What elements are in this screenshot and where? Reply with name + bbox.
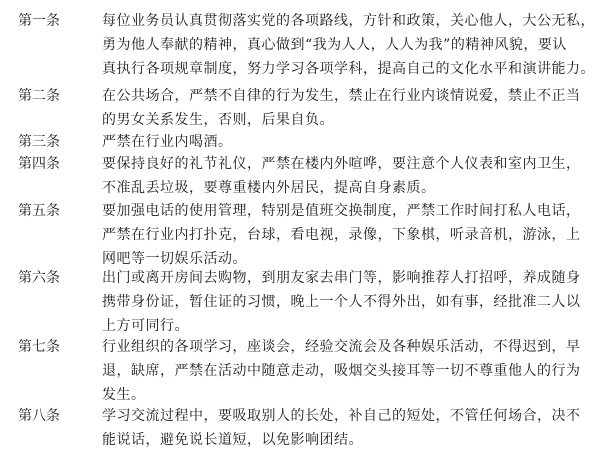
article-line: 勇为他人奉献的精神，真心做到“我为人人，人人为我”的精神风貌，要认 [102, 37, 567, 53]
article-line: 退，缺席，严禁在活动中随意走动，吸烟交头接耳等一切不尊重他人的行为 [102, 363, 581, 379]
article-text [102, 130, 557, 154]
article-line: 携带身份证，暂住证的习惯，晚上一个人不得外出，如有事，经批准二人以 [102, 294, 581, 310]
article-line: 严禁在行业内喝酒。 [102, 134, 233, 150]
article-text [102, 404, 581, 452]
article-number: 第八条 [18, 408, 60, 424]
article-line: 每位业务员认真贯彻落实党的各项路线，方针和政策，关心他人，大公无私， [102, 13, 595, 29]
article-line: 能说话，避免说长道短，以免影响团结。 [102, 432, 363, 448]
article-number: 第二条 [18, 88, 60, 104]
article-line: 的男女关系发生，否则，后果自负。 [102, 112, 334, 128]
article-text [102, 84, 581, 132]
article-line: 不准乱丢垃圾，要尊重楼内外居民，提高自身素质。 [102, 180, 436, 196]
article-text [102, 152, 581, 200]
article-text [102, 266, 581, 338]
article-line: 上方可同行。 [102, 318, 189, 334]
article-text [102, 335, 581, 407]
article-line: 要保持良好的礼节礼仪，严禁在楼内外喧哗，要注意个人仪表和室内卫生， [102, 156, 581, 172]
article-number: 第七条 [18, 339, 60, 355]
article-line: 要加强电话的使用管理，特别是值班交换制度，严禁工作时间打私人电话， [102, 203, 581, 219]
article-line: 真执行各项规章制度，努力学习各项学科，提高自己的文化水平和演讲能力。 [102, 61, 595, 77]
article-line: 严禁在行业内打扑克，台球，看电视，录像，下象棋，听录音机，游泳，上 [102, 227, 581, 243]
article-text [102, 9, 595, 81]
article-number: 第六条 [18, 270, 60, 286]
article-text [102, 199, 581, 271]
article-line: 学习交流过程中，要吸取别人的长处，补自己的短处，不管任何场合，决不 [102, 408, 581, 424]
article-line: 在公共场合，严禁不自律的行为发生，禁止在行业内谈情说爱，禁止不正当 [102, 88, 581, 104]
article-line: 发生。 [102, 387, 146, 403]
article-line: 网吧等一切娱乐活动。 [102, 251, 247, 267]
article-number: 第四条 [18, 156, 60, 172]
article-line: 行业组织的各项学习，座谈会，经验交流会及各种娱乐活动，不得迟到，早 [102, 339, 581, 355]
article-number: 第五条 [18, 203, 60, 219]
article-line: 出门或离开房间去购物，到朋友家去串门等，影响推荐人打招呼，养成随身 [102, 270, 581, 286]
article-number: 第一条 [18, 13, 60, 29]
article-number: 第三条 [18, 134, 60, 150]
